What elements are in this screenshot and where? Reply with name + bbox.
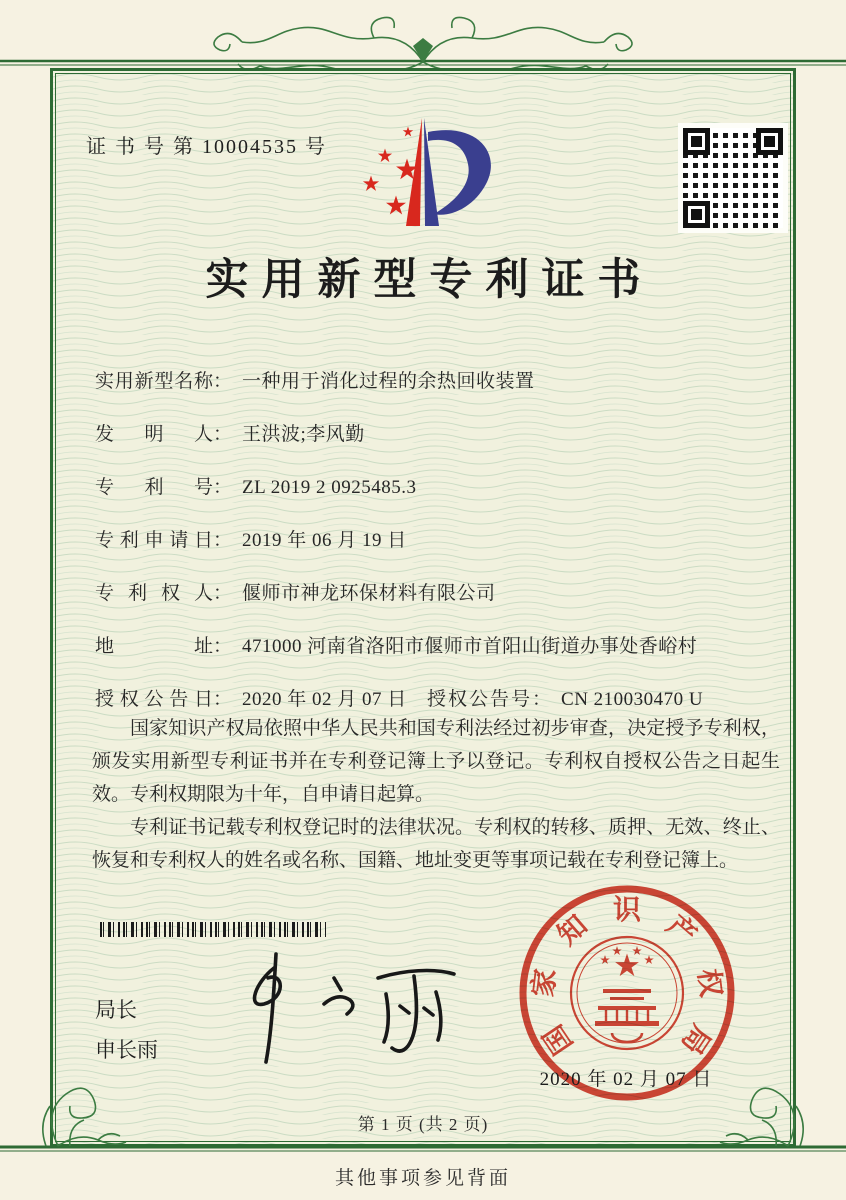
director-block xyxy=(95,990,158,1070)
field-label: 专利申请日 xyxy=(95,530,213,551)
legal-paragraph-2: 专利证书记载专利权登记时的法律状况。专利权的转移、质押、无效、终止、恢复和专利权人的姓名或名称、国籍、地址变更等事项记载在专利登记簿上。 xyxy=(92,817,780,871)
field-row-patentee: 专利权人： 偃师市神龙环保材料有限公司 xyxy=(95,578,785,600)
back-note: 其他事项参见背面 xyxy=(334,1168,511,1189)
director-name: 申长雨 xyxy=(95,1038,158,1062)
field-label: 发明人 xyxy=(95,424,213,445)
field-row-application-date: 专利申请日： 2019 年 06 月 19 日 xyxy=(95,525,785,547)
svg-text:识: 识 xyxy=(612,895,642,926)
field-label: 授权公告号 xyxy=(427,689,533,710)
barcode xyxy=(100,922,326,937)
field-row-utility-model-name: 实用新型名称： 一种用于消化过程的余热回收装置 xyxy=(95,366,785,388)
field-label: 授权公告日 xyxy=(95,689,213,710)
qr-code xyxy=(678,123,788,233)
field-label: 地址 xyxy=(95,636,213,657)
field-value: 471000 河南省洛阳市偃师市首阳山街道办事处香峪村 xyxy=(242,636,698,657)
field-value: 2020 年 02 月 07 日 xyxy=(242,689,407,710)
certificate-number: 证 书 号 第 10004535 号 xyxy=(86,136,327,158)
legal-paragraph-1: 国家知识产权局依照中华人民共和国专利法经过初步审查，决定授予专利权，颁发实用新型专利证书并在专利登记簿上予以登记。专利权自授权公告之日起生效。专利权期限为十年，自申请日起算。 xyxy=(92,718,780,805)
top-filigree xyxy=(214,17,632,75)
field-row-grant: 授权公告日： 2020 年 02 月 07 日 授权公告号： CN 210030470 U xyxy=(95,684,785,706)
signature-graphic xyxy=(218,948,478,1073)
field-label: 专利权人 xyxy=(95,583,213,604)
bottom-left-filigree xyxy=(43,1088,126,1146)
field-value: 偃师市神龙环保材料有限公司 xyxy=(242,583,496,604)
field-label: 专利号 xyxy=(95,477,213,498)
field-value: 一种用于消化过程的余热回收装置 xyxy=(242,371,535,392)
qr-finder-topright xyxy=(756,128,783,155)
field-value: CN 210030470 U xyxy=(561,689,704,710)
logo-p-curve xyxy=(428,130,491,215)
svg-text:产: 产 xyxy=(660,909,702,952)
field-value: ZL 2019 2 0925485.3 xyxy=(242,477,417,498)
seal-national-emblem xyxy=(571,937,683,1049)
svg-text:家: 家 xyxy=(528,967,563,999)
seal-date: 2020 年 02 月 07 日 xyxy=(539,1069,713,1090)
field-value: 2019 年 06 月 19 日 xyxy=(242,530,407,551)
field-list xyxy=(95,366,785,737)
director-title: 局长 xyxy=(95,998,137,1022)
qr-finder-bottomleft xyxy=(683,201,710,228)
field-value: 王洪波;李风勤 xyxy=(242,424,365,445)
svg-text:权: 权 xyxy=(691,967,726,999)
field-label: 实用新型名称 xyxy=(95,371,213,392)
field-row-address: 地址： 471000 河南省洛阳市偃师市首阳山街道办事处香峪村 xyxy=(95,631,785,653)
field-row-inventor: 发明人： 王洪波;李风勤 xyxy=(95,419,785,441)
cnipa-patent-logo xyxy=(344,108,504,238)
field-row-patent-number: 专利号： ZL 2019 2 0925485.3 xyxy=(95,472,785,494)
certificate-title: 实用新型专利证书 xyxy=(205,257,654,304)
field-grant-number: 授权公告号： CN 210030470 U xyxy=(427,684,703,711)
qr-finder-topleft xyxy=(683,128,710,155)
legal-text xyxy=(92,712,780,877)
svg-text:国: 国 xyxy=(537,1018,580,1060)
svg-text:知: 知 xyxy=(552,909,594,952)
svg-text:局: 局 xyxy=(674,1018,717,1060)
page-footer: 第 1 页 (共 2 页) xyxy=(357,1115,489,1134)
